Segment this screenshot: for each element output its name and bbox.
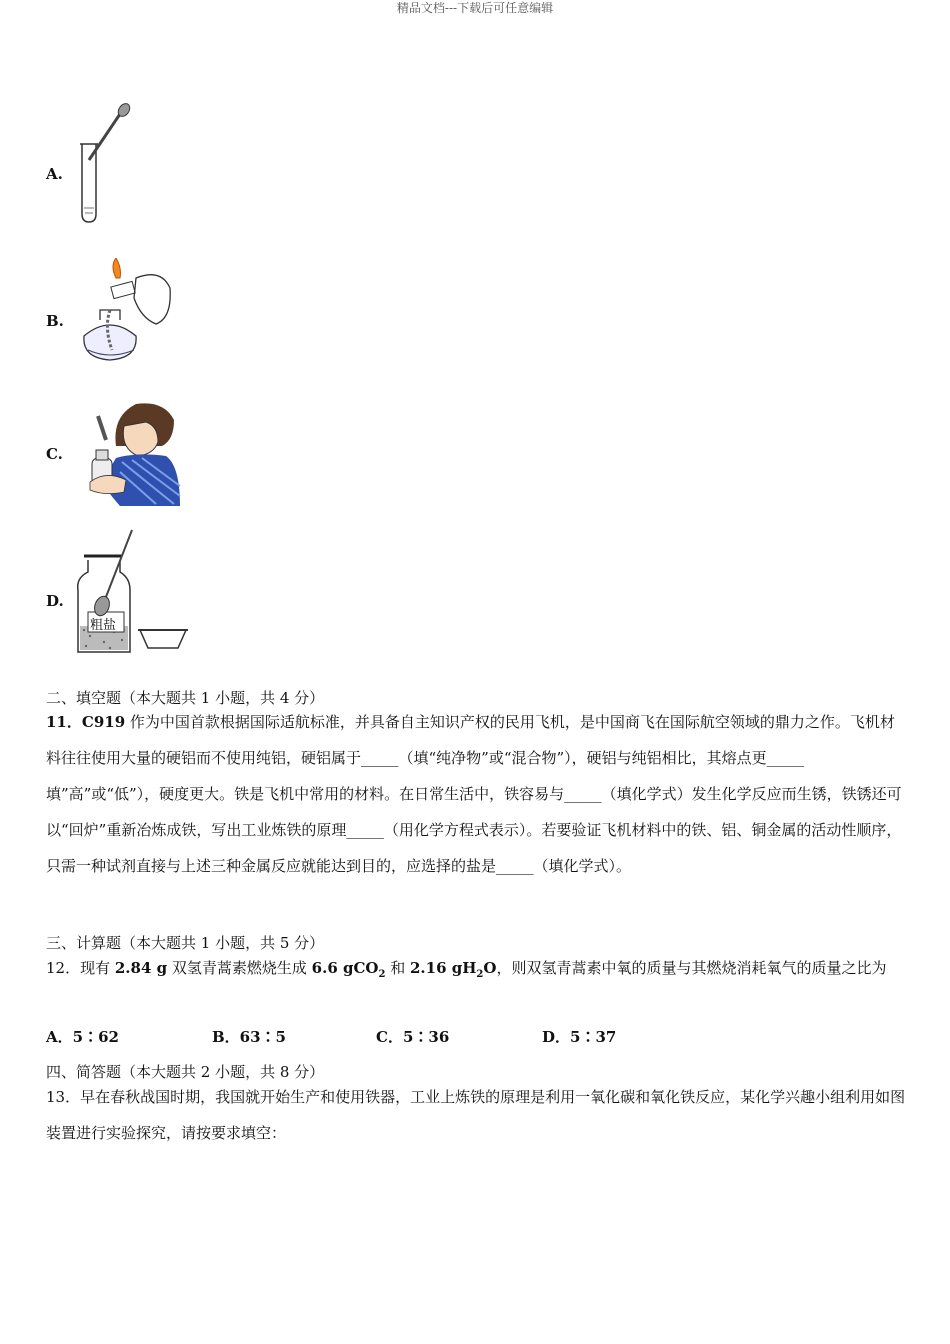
dropper-test-tube-icon bbox=[72, 100, 142, 228]
section-2-heading: 二、填空题（本大题共 1 小题，共 4 分） bbox=[46, 689, 325, 707]
q12-sub-3: 2 bbox=[476, 969, 484, 980]
boy-smelling-icon bbox=[76, 396, 184, 508]
question-13-text: 早在春秋战国时期，我国就开始生产和使用铁器，工业上炼铁的原理是利用一氧化碳和氧化铁反应，某化学兴趣小组利用如图装置进行实验探究，请按要求填空： bbox=[46, 1088, 906, 1142]
question-12-number: 12．现有 bbox=[46, 959, 115, 977]
q12-mass-3b: O bbox=[483, 959, 497, 977]
choice-c[interactable]: C．5∶36 bbox=[376, 1028, 450, 1046]
q12-mass-1: 2.84 g bbox=[114, 959, 168, 977]
q12-mass-3: 2.16 gH bbox=[409, 959, 477, 977]
q12-sub-2: 2 bbox=[378, 969, 386, 980]
choice-b[interactable]: B．63∶5 bbox=[212, 1028, 286, 1046]
alcohol-lamp-icon bbox=[76, 258, 176, 366]
q12-text-3: ，则双氢青蒿素中氧的质量与其燃烧消耗氧气的质量之比为 bbox=[496, 959, 887, 977]
question-11-number: 11． bbox=[46, 713, 82, 731]
choice-a[interactable]: A．5∶62 bbox=[46, 1028, 119, 1046]
option-c-label: C. bbox=[46, 445, 63, 463]
question-13-number: 13． bbox=[46, 1088, 81, 1106]
option-d-label: D. bbox=[46, 592, 64, 610]
option-b-label: B. bbox=[46, 312, 64, 330]
question-13 bbox=[46, 1079, 906, 1151]
section-3-heading: 三、计算题（本大题共 1 小题，共 5 分） bbox=[46, 934, 325, 952]
salt-jar-icon bbox=[74, 526, 192, 656]
question-11-text: 作为中国首款根据国际适航标准，并具备自主知识产权的民用飞机，是中国商飞在国际航空领域的鼎力之作。飞机材料往往使用大量的硬铝而不使用纯铝，硬铝属于_____（填“纯净物”或“混合物”），硬铝与纯铝相比，其熔点更_____填”高”或“低”），硬度更大。铁是飞机中常用的材料。在日常生活中，铁容易与_____（填化学式）发生化学反应而生锈，铁锈还可以“回炉”重新冶炼成铁，写出工业炼铁的原理_____（用化学方程式表示）。若要验证飞机材料中的铁、铝、铜金属的活动性顺序，只需一种试剂直接与上述三种金属反应就能达到目的，应选择的盐是_____（填化学式）。 bbox=[46, 713, 902, 875]
question-11 bbox=[46, 704, 906, 884]
jar-label: 粗盐 bbox=[90, 618, 117, 633]
page-header: 精品文档---下载后可任意编辑 bbox=[396, 1, 554, 15]
section-4-heading: 四、简答题（本大题共 2 小题，共 8 分） bbox=[46, 1063, 325, 1081]
q12-text-2: 和 bbox=[385, 959, 410, 977]
q12-text-1: 双氢青蒿素燃烧生成 bbox=[167, 959, 312, 977]
question-11-lead: C919 bbox=[81, 713, 126, 731]
choice-d[interactable]: D．5∶37 bbox=[542, 1028, 617, 1046]
q12-mass-2: 6.6 gCO bbox=[311, 959, 379, 977]
question-12 bbox=[46, 950, 906, 993]
option-a-label: A. bbox=[46, 165, 63, 183]
